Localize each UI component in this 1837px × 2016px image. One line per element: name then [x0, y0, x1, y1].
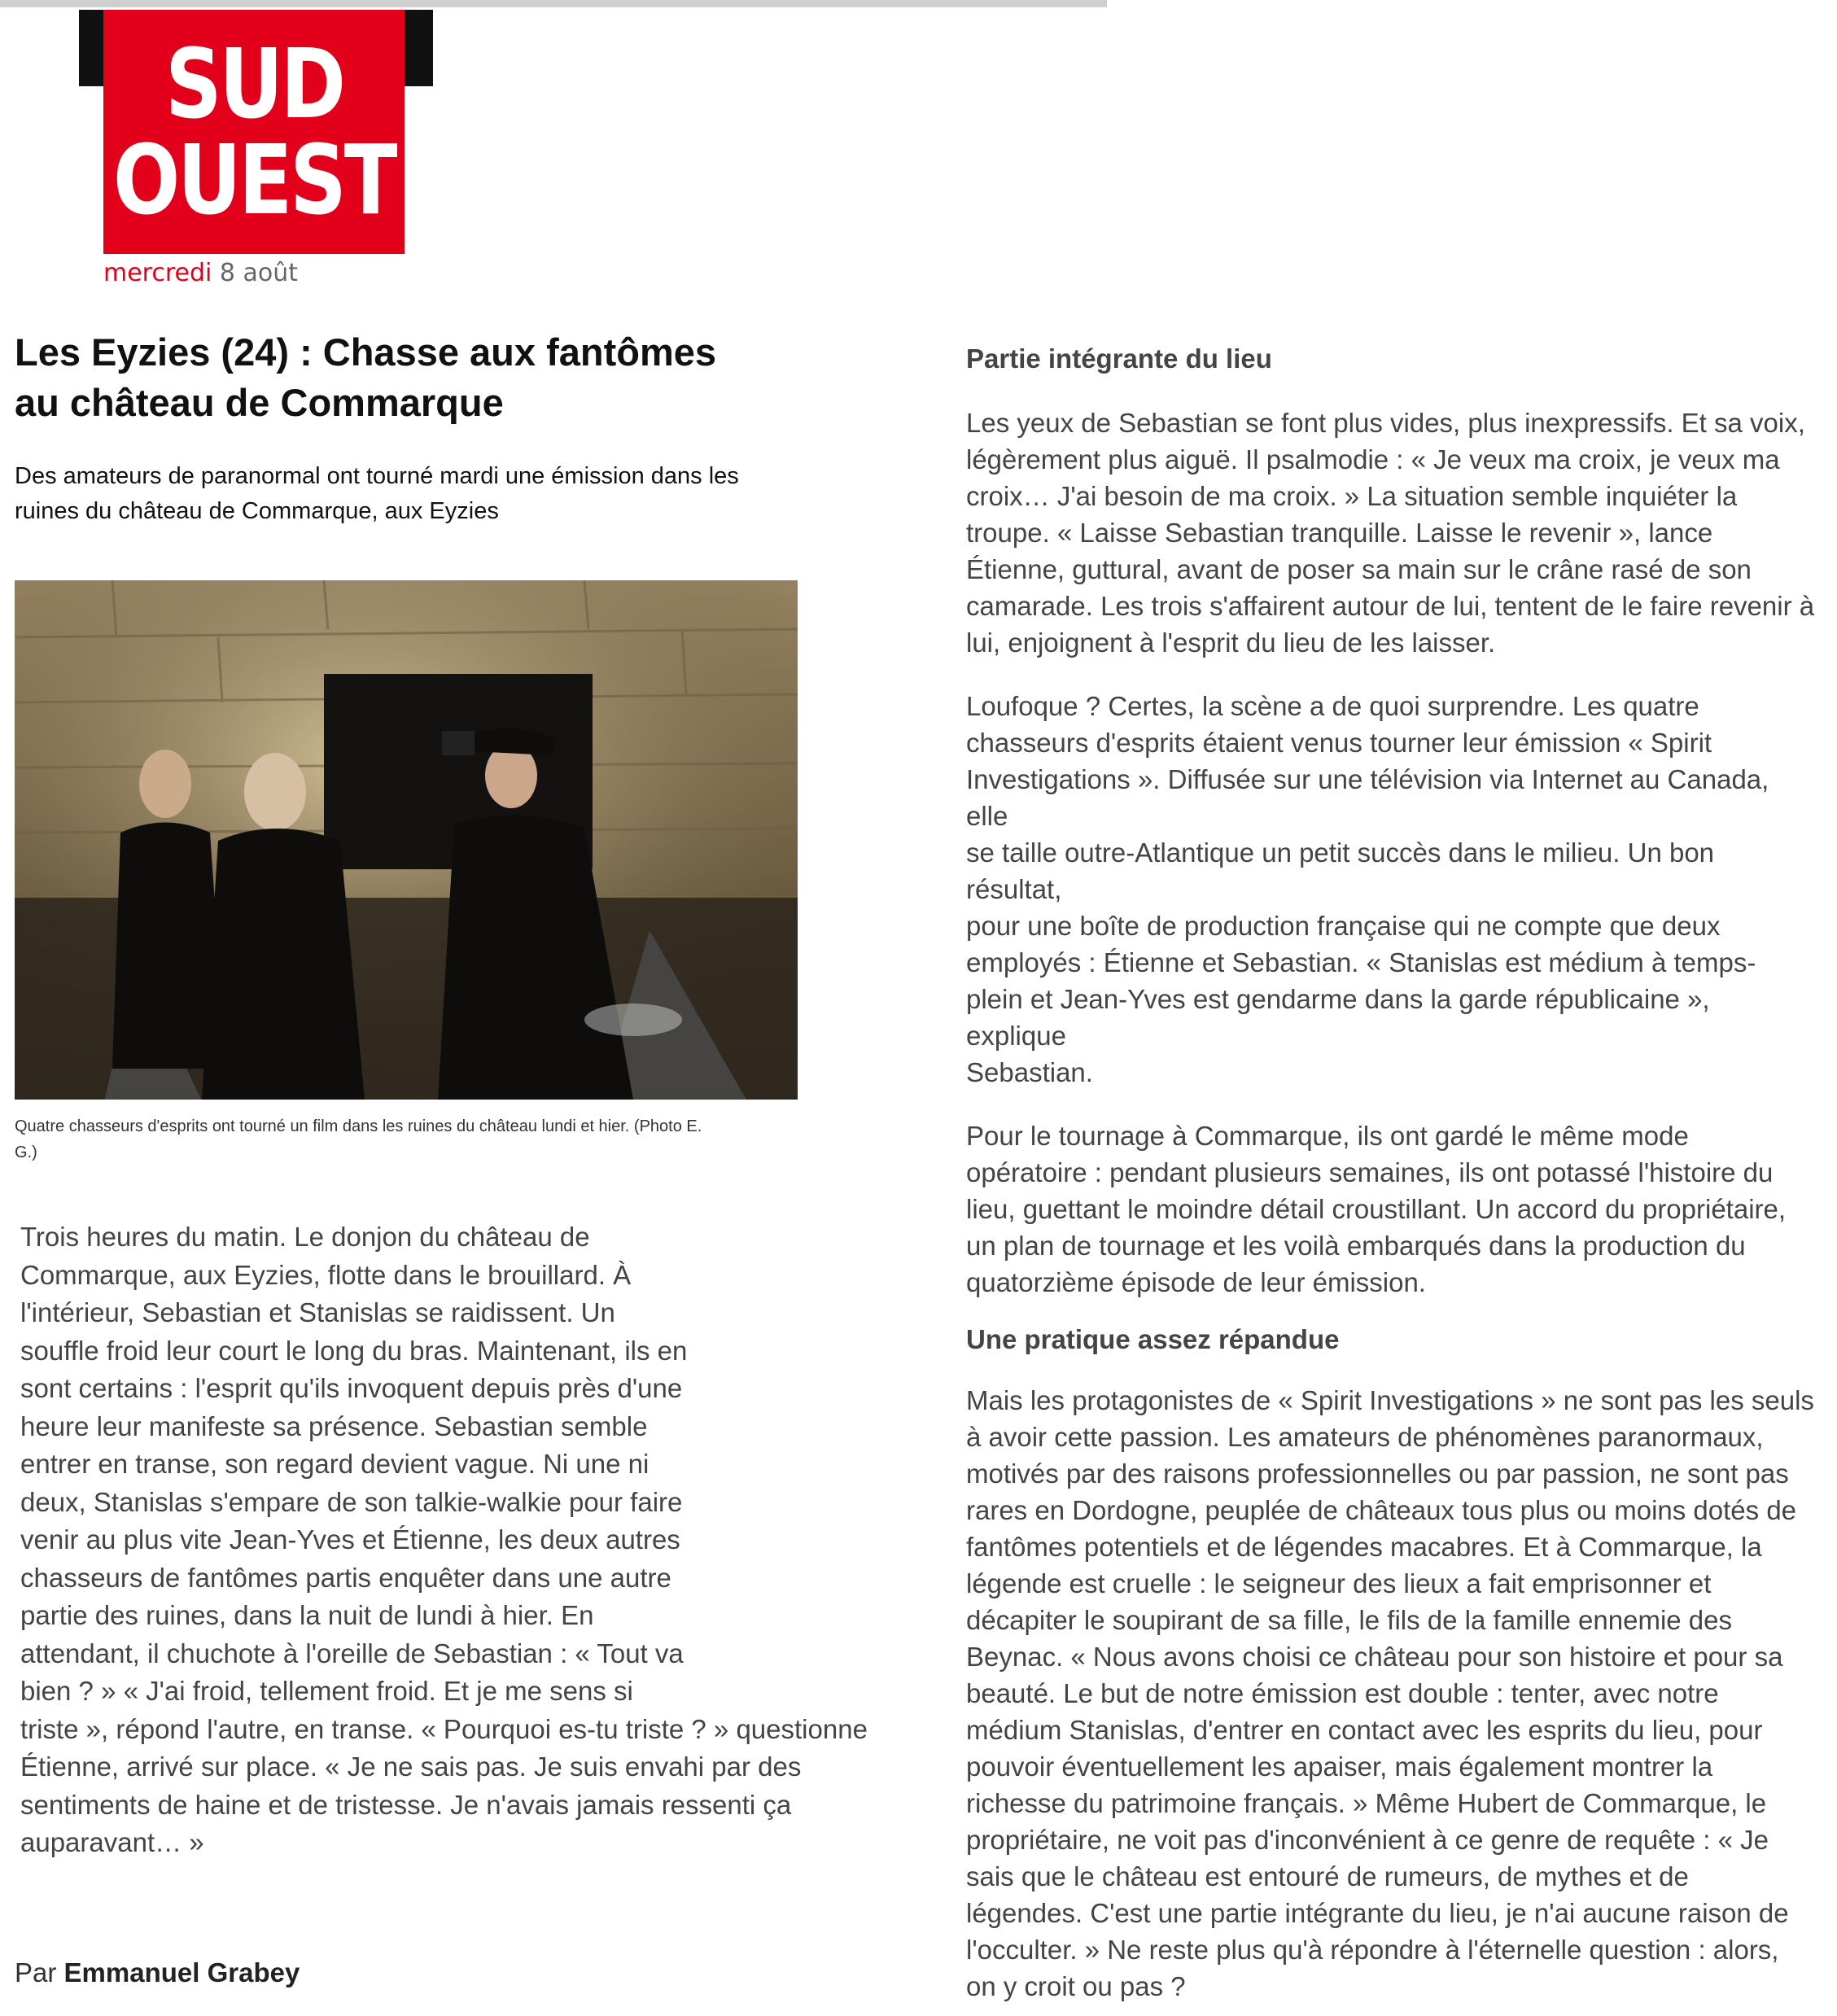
body-line: employés : Étienne et Sebastian. « Stanislas est médium à temps-	[966, 947, 1756, 977]
body-line: Étienne, arrivé sur place. « Je ne sais pas. Je suis envahi par des	[20, 1751, 802, 1782]
body-line: décapiter le soupirant de sa fille, le fils de la famille ennemie des	[966, 1605, 1733, 1635]
body-line: se taille outre-Atlantique un petit succès dans le milieu. Un bon résultat,	[966, 837, 1715, 904]
body-line: Mais les protagonistes de « Spirit Investigations » ne sont pas les seuls	[966, 1385, 1814, 1415]
body-line: heure leur manifeste sa présence. Sebastian semble	[20, 1410, 648, 1441]
body-line: sentiments de haine et de tristesse. Je n'avais jamais ressenti ça	[20, 1789, 792, 1820]
body-line: chasseurs d'esprits étaient venus tourner leur émission « Spirit	[966, 728, 1712, 758]
body-line: lui, enjoignent à l'esprit du lieu de les laisser.	[966, 628, 1496, 658]
body-line: richesse du patrimoine français. » Même Hubert de Commarque, le	[966, 1788, 1767, 1818]
body-line: opératoire : pendant plusieurs semaines, ils ont potassé l'histoire du	[966, 1157, 1774, 1187]
body-line: Sebastian.	[966, 1057, 1093, 1087]
paragraph	[966, 1382, 1817, 2005]
body-line: fantômes potentiels et de légendes macabres. Et à Commarque, la	[966, 1532, 1762, 1562]
body-line: légende est cruelle : le seigneur des lieux a fait emprisonner et	[966, 1568, 1712, 1598]
body-line: Loufoque ? Certes, la scène a de quoi surprendre. Les quatre	[966, 691, 1699, 721]
author-byline	[15, 1957, 300, 1988]
body-line: partie des ruines, dans la nuit de lundi à hier. En	[20, 1600, 594, 1630]
caption-line: Quatre chasseurs d'esprits ont tourné un film dans les ruines du château lundi et hier. (Photo E.	[15, 1117, 702, 1135]
body-line: croix… J'ai besoin de ma croix. » La situation semble inquiéter la	[966, 481, 1738, 511]
body-line: rares en Dordogne, peuplée de châteaux tous plus ou moins dotés de	[966, 1495, 1797, 1525]
body-line: chasseurs de fantômes partis enquêter dans une autre	[20, 1562, 671, 1593]
body-line: Investigations ». Diffusée sur une télévision via Internet au Canada, elle	[966, 764, 1769, 831]
body-line: beauté. Le but de notre émission est double : tenter, avec notre	[966, 1678, 1719, 1708]
photo-caption	[15, 1113, 804, 1165]
body-line: lieu, guettant le moindre détail croustillant. Un accord du propriétaire,	[966, 1194, 1787, 1224]
body-line: entrer en transe, son regard devient vague. Ni une ni	[20, 1449, 650, 1479]
body-line: légèrement plus aiguë. Il psalmodie : « Je veux ma croix, je veux ma	[966, 444, 1780, 474]
body-line: l'occulter. » Ne reste plus qu'à répondre à l'éternelle question : alors,	[966, 1935, 1779, 1965]
article-photo	[15, 580, 798, 1100]
body-line: sais que le château est entouré de rumeurs, de mythes et de	[966, 1861, 1689, 1891]
body-line: quatorzième épisode de leur émission.	[966, 1267, 1426, 1297]
body-line: bien ? » « J'ai froid, tellement froid. Et je me sens si	[20, 1676, 633, 1706]
body-line: venir au plus vite Jean-Yves et Étienne, les deux autres	[20, 1524, 680, 1555]
date-weekday: mercredi	[103, 259, 212, 287]
subheading-pratique-repandue: Une pratique assez répandue	[966, 1324, 1340, 1354]
article-header	[15, 327, 820, 529]
logo-text-sud: SUD	[164, 28, 343, 140]
date-day-month: 8 août	[219, 259, 299, 287]
article-title	[15, 327, 820, 428]
body-line: plein et Jean-Yves est gendarme dans la garde républicaine », explique	[966, 984, 1710, 1051]
body-line: l'intérieur, Sebastian et Stanislas se raidissent. Un	[20, 1297, 615, 1327]
title-line: Les Eyzies (24) : Chasse aux fantômes	[15, 330, 717, 374]
article-body-left	[20, 1218, 899, 1862]
body-line: deux, Stanislas s'empare de son talkie-walkie pour faire	[20, 1486, 683, 1517]
body-line: Pour le tournage à Commarque, ils ont gardé le même mode	[966, 1121, 1689, 1151]
body-line: troupe. « Laisse Sebastian tranquille. Laisse le revenir », lance	[966, 518, 1713, 548]
lead-line: Des amateurs de paranormal ont tourné mardi une émission dans les	[15, 463, 739, 489]
body-line: camarade. Les trois s'affairent autour de lui, tentent de le faire revenir à	[966, 591, 1815, 621]
body-line: on y croit ou pas ?	[966, 1971, 1186, 2001]
top-border	[0, 0, 1107, 7]
body-line: pouvoir éventuellement les apaiser, mais également montrer la	[966, 1751, 1713, 1782]
body-line: Les yeux de Sebastian se font plus vides, plus inexpressifs. Et sa voix,	[966, 408, 1805, 438]
body-line: propriétaire, ne voit pas d'inconvénient à ce genre de requête : « Je	[966, 1825, 1769, 1855]
paragraph	[966, 688, 1817, 1091]
article-lead	[15, 459, 796, 529]
sud-ouest-logo[interactable]	[79, 10, 433, 254]
body-line: à avoir cette passion. Les amateurs de phénomènes paranormaux,	[966, 1422, 1764, 1452]
publication-date	[103, 259, 298, 287]
body-line: attendant, il chuchote à l'oreille de Sebastian : « Tout va	[20, 1638, 684, 1668]
body-line: médium Stanislas, d'entrer en contact avec les esprits du lieu, pour	[966, 1715, 1763, 1745]
body-line: pour une boîte de production française qui ne compte que deux	[966, 911, 1721, 941]
body-line: un plan de tournage et les voilà embarqués dans la production du	[966, 1231, 1746, 1261]
lead-line: ruines du château de Commarque, aux Eyzies	[15, 498, 499, 524]
body-line: Beynac. « Nous avons choisi ce château pour son histoire et pour sa	[966, 1642, 1783, 1672]
logo-red-block	[103, 10, 405, 254]
ghost-hunters-photo-illustration	[15, 580, 798, 1100]
paragraph	[966, 405, 1817, 661]
title-line: au château de Commarque	[15, 381, 504, 424]
body-line: sont certains : l'esprit qu'ils invoquent depuis près d'une	[20, 1373, 683, 1403]
article-body-right	[966, 340, 1817, 2005]
body-line: triste », répond l'autre, en transe. « Pourquoi es-tu triste ? » questionne	[20, 1713, 868, 1744]
body-line: Étienne, guttural, avant de poser sa main sur le crâne rasé de son	[966, 554, 1752, 584]
subheading-partie-integrante: Partie intégrante du lieu	[966, 343, 1272, 374]
body-line: motivés par des raisons professionnelles ou par passion, ne sont pas	[966, 1458, 1789, 1489]
body-line: souffle froid leur court le long du bras. Maintenant, ils en	[20, 1335, 688, 1366]
body-line: Commarque, aux Eyzies, flotte dans le brouillard. À	[20, 1259, 632, 1290]
byline-prefix: Par	[15, 1957, 57, 1988]
logo-text-ouest: OUEST	[112, 124, 396, 236]
caption-line: G.)	[15, 1144, 37, 1161]
body-line: Trois heures du matin. Le donjon du château de	[20, 1222, 590, 1252]
paragraph	[966, 1117, 1817, 1301]
body-line: auparavant… »	[20, 1827, 204, 1857]
author-name: Emmanuel Grabey	[63, 1957, 300, 1988]
body-line: légendes. C'est une partie intégrante du lieu, je n'ai aucune raison de	[966, 1898, 1789, 1928]
